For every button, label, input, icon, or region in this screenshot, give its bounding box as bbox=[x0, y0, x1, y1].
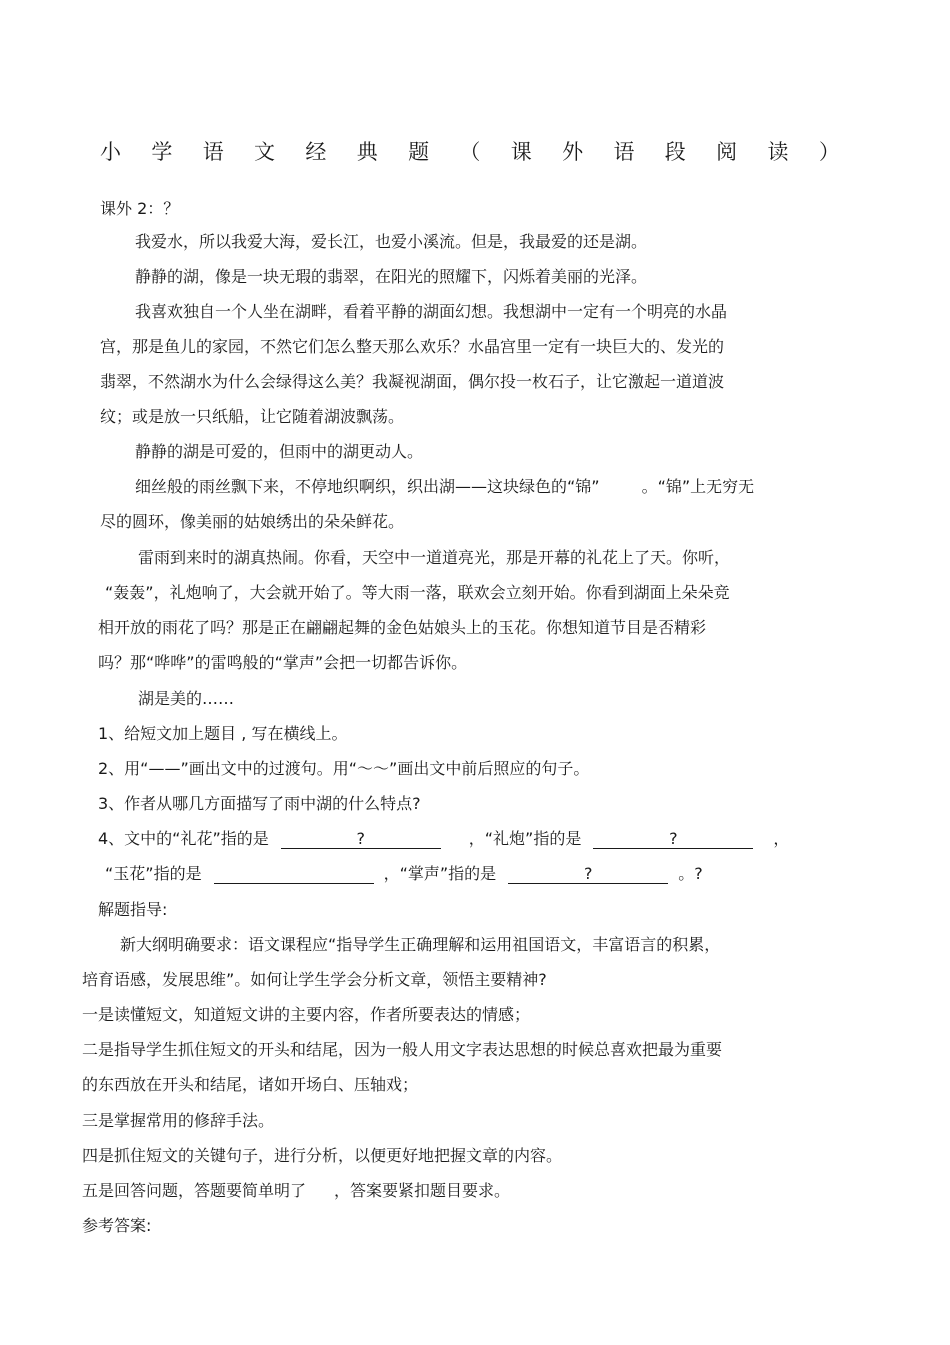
answer-heading: 参考答案: bbox=[82, 1216, 152, 1235]
question-4-text: 。? bbox=[678, 864, 703, 883]
document-title bbox=[100, 140, 840, 164]
passage-line: 宫，那是鱼儿的家园，不然它们怎么整天那么欢乐？水晶宫里一定有一块巨大的、发光的 bbox=[100, 337, 725, 356]
question-2: 2、用“——”画出文中的过渡句。用“～～”画出文中前后照应的句子。 bbox=[98, 759, 590, 778]
guide-line: 培育语感，发展思维”。如何让学生学会分析文章，领悟主要精神? bbox=[82, 970, 547, 989]
passage-line: 吗？那“哗哗”的雷鸣般的“掌声”会把一切都告诉你。 bbox=[98, 653, 468, 672]
title-char: （ bbox=[459, 140, 481, 164]
question-4-text: ，“礼炮”指的是 bbox=[468, 829, 582, 848]
question-4-text: ，“掌声”指的是 bbox=[383, 864, 497, 883]
question-1: 1、给短文加上题目 , 写在横线上。 bbox=[98, 724, 348, 743]
passage-line: 我爱水，所以我爱大海，爱长江，也爱小溪流。但是，我最爱的还是湖。 bbox=[135, 232, 648, 251]
answer-blank-zhangsheng[interactable] bbox=[508, 865, 668, 884]
passage-line: 静静的湖，像是一块无瑕的翡翠，在阳光的照耀下，闪烁着美丽的光泽。 bbox=[135, 267, 648, 286]
title-char: 题 bbox=[408, 140, 430, 164]
guide-line: 一是读懂短文，知道短文讲的主要内容，作者所要表达的情感； bbox=[82, 1005, 531, 1024]
passage-line bbox=[135, 477, 754, 497]
passage-line: 相开放的雨花了吗？那是正在翩翩起舞的金色姑娘头上的玉花。你想知道节目是否精彩 bbox=[98, 618, 707, 637]
passage-line: 我喜欢独自一个人坐在湖畔，看着平静的湖面幻想。我想湖中一定有一个明亮的水晶 bbox=[135, 302, 728, 321]
title-char: 读 bbox=[767, 140, 789, 164]
passage-line: 静静的湖是可爱的，但雨中的湖更动人。 bbox=[135, 442, 424, 461]
passage-line: 雷雨到来时的湖真热闹。你看，天空中一道道亮光，那是开幕的礼花上了天。你听， bbox=[138, 548, 731, 567]
guide-line: 新大纲明确要求：语文课程应“指导学生正确理解和运用祖国语文，丰富语言的积累， bbox=[120, 935, 721, 954]
passage-text: 细丝般的雨丝飘下来，不停地织啊织，织出湖——这块绿色的“锦” bbox=[135, 477, 600, 496]
guide-line: 三是掌握常用的修辞手法。 bbox=[82, 1111, 275, 1130]
passage-text: 。“锦”上无穷无 bbox=[641, 477, 755, 496]
passage-line: 纹；或是放一只纸船，让它随着湖波飘荡。 bbox=[100, 407, 405, 426]
title-char: 阅 bbox=[716, 140, 738, 164]
passage-line: 翡翠，不然湖水为什么会绿得这么美？我凝视湖面，偶尔投一枚石子，让它激起一道道波 bbox=[100, 372, 725, 391]
subtitle: 课外 2：？ bbox=[100, 199, 180, 218]
guide-line: 的东西放在开头和结尾，诸如开场白、压轴戏； bbox=[82, 1075, 419, 1094]
title-char: 学 bbox=[151, 140, 173, 164]
guide-heading: 解题指导: bbox=[98, 900, 168, 919]
question-4-text: 4、文中的“礼花”指的是 bbox=[98, 829, 269, 848]
passage-line: 湖是美的…… bbox=[138, 689, 235, 708]
question-4-text: “玉花”指的是 bbox=[105, 864, 202, 883]
title-char: ） bbox=[818, 140, 840, 164]
title-char: 语 bbox=[613, 140, 635, 164]
guide-line bbox=[82, 1181, 510, 1201]
guide-text: ，答案要紧扣题目要求。 bbox=[334, 1181, 511, 1200]
answer-blank-lipao[interactable] bbox=[593, 830, 753, 849]
guide-text: 五是回答问题，答题要简单明了 bbox=[82, 1181, 307, 1200]
blank-mark: ? bbox=[669, 829, 678, 848]
blank-mark: ? bbox=[356, 829, 366, 848]
question-4-cont bbox=[105, 864, 703, 884]
title-char: 段 bbox=[664, 140, 686, 164]
title-char: 小 bbox=[100, 140, 121, 164]
question-4-text: ， bbox=[773, 829, 790, 848]
answer-blank-lihua[interactable] bbox=[281, 830, 441, 849]
passage-line: 尽的圆环，像美丽的姑娘绣出的朵朵鲜花。 bbox=[100, 512, 405, 531]
question-3: 3、作者从哪几方面描写了雨中湖的什么特点? bbox=[98, 794, 421, 813]
passage-line: “轰轰”，礼炮响了，大会就开始了。等大雨一落，联欢会立刻开始。你看到湖面上朵朵竞 bbox=[105, 583, 730, 602]
blank-mark: ? bbox=[583, 864, 593, 883]
title-char: 文 bbox=[254, 140, 276, 164]
title-char: 语 bbox=[202, 140, 224, 164]
title-char: 外 bbox=[562, 140, 584, 164]
title-char: 课 bbox=[510, 140, 532, 164]
title-char: 经 bbox=[305, 140, 327, 164]
title-char: 典 bbox=[356, 140, 378, 164]
answer-blank-yuhua[interactable] bbox=[214, 865, 374, 884]
guide-line: 四是抓住短文的关键句子，进行分析，以便更好地把握文章的内容。 bbox=[82, 1146, 563, 1165]
guide-line: 二是指导学生抓住短文的开头和结尾，因为一般人用文字表达思想的时候总喜欢把最为重要 bbox=[82, 1040, 723, 1059]
question-4 bbox=[98, 829, 789, 849]
